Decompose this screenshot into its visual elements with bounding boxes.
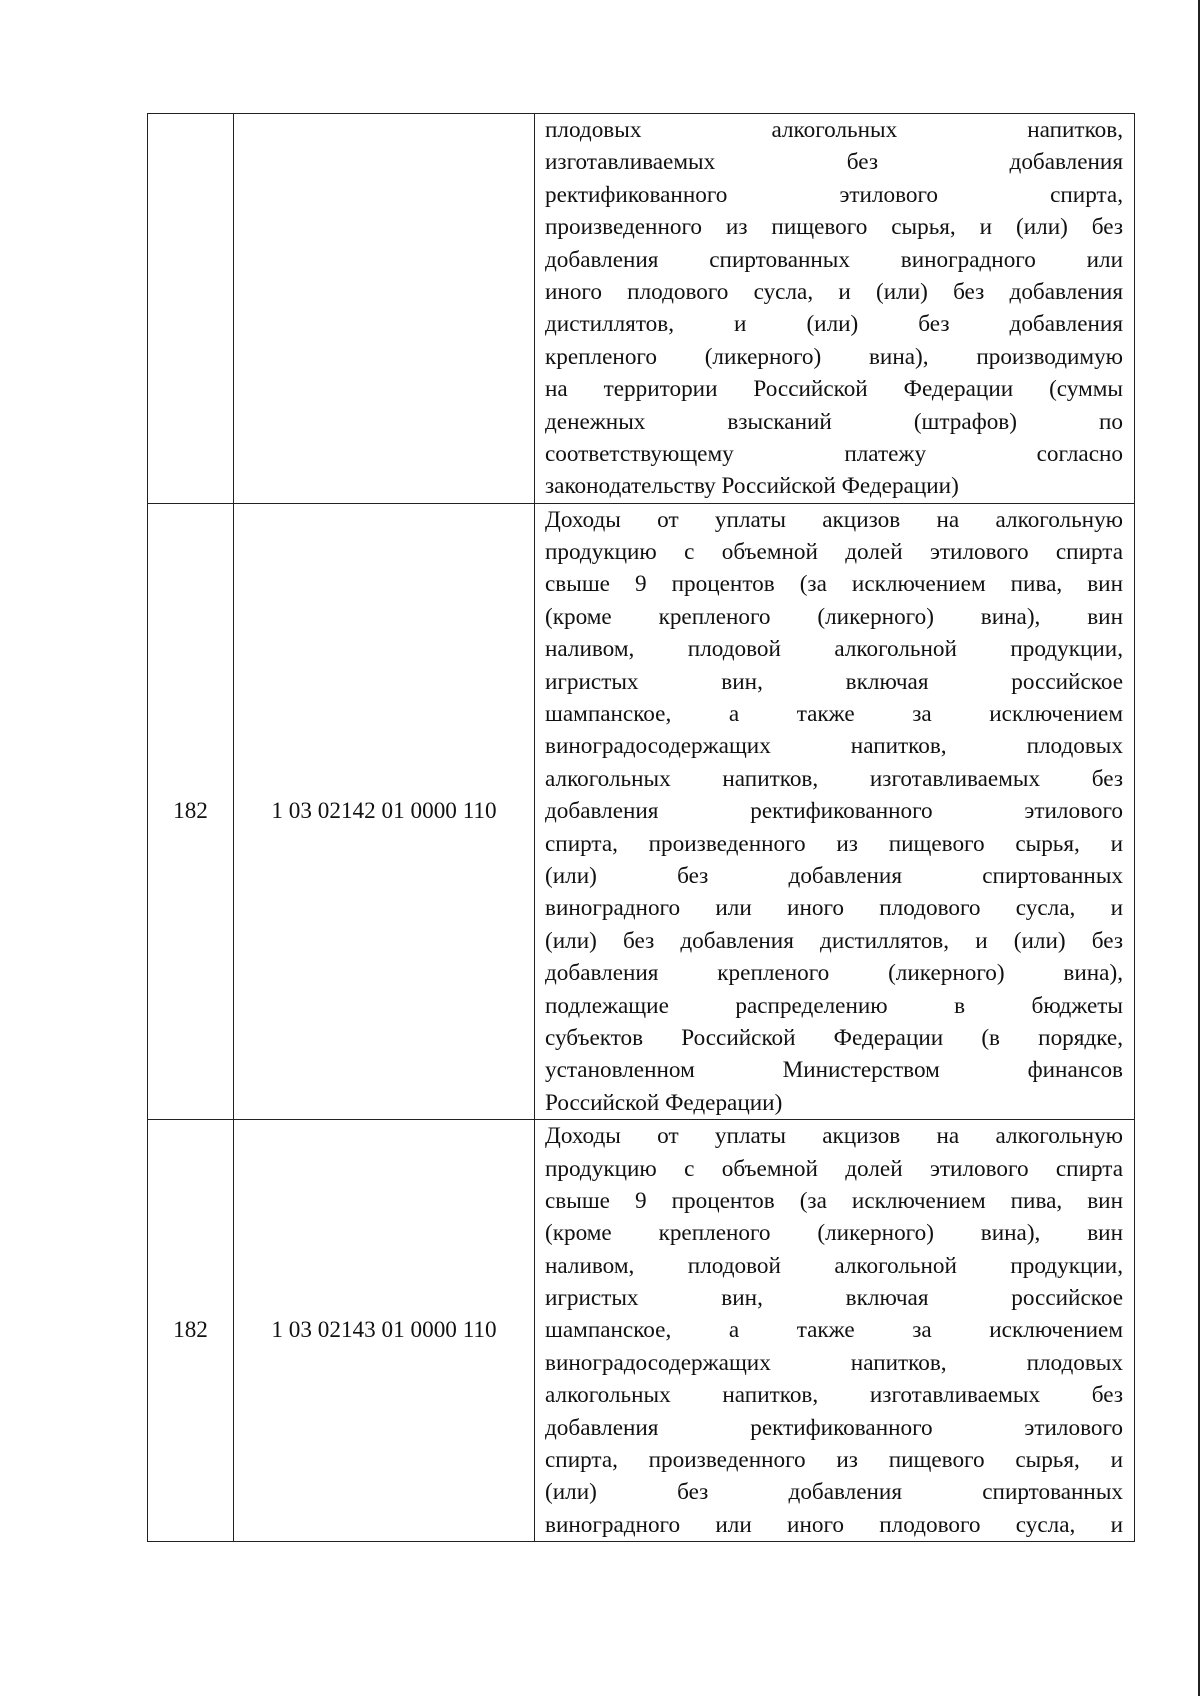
admin-code-cell: 182 bbox=[148, 503, 234, 1119]
admin-code-cell bbox=[148, 114, 234, 504]
description-line: Доходы от уплаты акцизов на алкогольную bbox=[545, 506, 1123, 533]
description-line: виноградосодержащих напитков, плодовых bbox=[545, 1349, 1123, 1376]
description-cell bbox=[535, 503, 1135, 1119]
description-line: Доходы от уплаты акцизов на алкогольную bbox=[545, 1123, 1123, 1150]
description-line: изготавливаемых без добавления bbox=[545, 149, 1123, 176]
description-line: шампанское, а также за исключением bbox=[545, 1317, 1123, 1344]
budget-code-cell: 1 03 02143 01 0000 110 bbox=[234, 1120, 535, 1542]
table-row bbox=[148, 114, 1135, 504]
description-line: Российской Федерации) bbox=[545, 1089, 783, 1116]
description-line: установленном Министерством финансов bbox=[545, 1057, 1123, 1084]
description-line: наливом, плодовой алкогольной продукции, bbox=[545, 636, 1123, 663]
description-line: добавления ректификованного этилового bbox=[545, 798, 1123, 825]
description-line: (или) без добавления спиртованных bbox=[545, 1479, 1123, 1506]
description-line: денежных взысканий (штрафов) по bbox=[545, 408, 1123, 435]
description-cell bbox=[535, 114, 1135, 504]
description-cell bbox=[535, 1120, 1135, 1542]
revenue-codes-table bbox=[147, 113, 1135, 1542]
description-line: подлежащие распределению в бюджеты bbox=[545, 992, 1123, 1019]
description-line: шампанское, а также за исключением bbox=[545, 701, 1123, 728]
description-line: свыше 9 процентов (за исключением пива, вин bbox=[545, 1187, 1123, 1214]
description-line: добавления спиртованных виноградного или bbox=[545, 246, 1123, 273]
admin-code-cell: 182 bbox=[148, 1120, 234, 1542]
description-line: законодательству Российской Федерации) bbox=[545, 473, 959, 500]
budget-code-cell: 1 03 02142 01 0000 110 bbox=[234, 503, 535, 1119]
description-line: продукцию с объемной долей этилового спирта bbox=[545, 1155, 1123, 1182]
description-line: наливом, плодовой алкогольной продукции, bbox=[545, 1252, 1123, 1279]
description-line: крепленого (ликерного) вина), производимую bbox=[545, 343, 1123, 370]
description-line: иного плодового сусла, и (или) без добавления bbox=[545, 278, 1123, 305]
description-line: произведенного из пищевого сырья, и (или) без bbox=[545, 214, 1123, 241]
table-row bbox=[148, 503, 1135, 1119]
description-line: виноградосодержащих напитков, плодовых bbox=[545, 733, 1123, 760]
description-line: продукцию с объемной долей этилового спирта bbox=[545, 539, 1123, 566]
description-line: соответствующему платежу согласно bbox=[545, 440, 1123, 467]
description-line: на территории Российской Федерации (суммы bbox=[545, 376, 1123, 403]
description-line: плодовых алкогольных напитков, bbox=[545, 117, 1123, 143]
description-line: виноградного или иного плодового сусла, и bbox=[545, 895, 1123, 922]
budget-code-cell bbox=[234, 114, 535, 504]
description-line: алкогольных напитков, изготавливаемых без bbox=[545, 1382, 1123, 1409]
description-line: игристых вин, включая российское bbox=[545, 1285, 1123, 1312]
description-line: дистиллятов, и (или) без добавления bbox=[545, 311, 1123, 338]
description-line: добавления ректификованного этилового bbox=[545, 1414, 1123, 1441]
description-line: (кроме крепленого (ликерного) вина), вин bbox=[545, 1220, 1123, 1247]
description-line: субъектов Российской Федерации (в порядке, bbox=[545, 1024, 1123, 1051]
description-line: игристых вин, включая российское bbox=[545, 668, 1123, 695]
description-line: (или) без добавления спиртованных bbox=[545, 862, 1123, 889]
description-line: спирта, произведенного из пищевого сырья, и bbox=[545, 1447, 1123, 1474]
description-line: (кроме крепленого (ликерного) вина), вин bbox=[545, 603, 1123, 630]
description-line: спирта, произведенного из пищевого сырья, и bbox=[545, 830, 1123, 857]
description-line: (или) без добавления дистиллятов, и (или) без bbox=[545, 927, 1123, 954]
description-line: виноградного или иного плодового сусла, и bbox=[545, 1511, 1123, 1538]
description-line: ректификованного этилового спирта, bbox=[545, 181, 1123, 208]
description-line: свыше 9 процентов (за исключением пива, вин bbox=[545, 571, 1123, 598]
description-line: добавления крепленого (ликерного) вина), bbox=[545, 960, 1123, 987]
description-line: алкогольных напитков, изготавливаемых без bbox=[545, 765, 1123, 792]
table-row bbox=[148, 1120, 1135, 1542]
